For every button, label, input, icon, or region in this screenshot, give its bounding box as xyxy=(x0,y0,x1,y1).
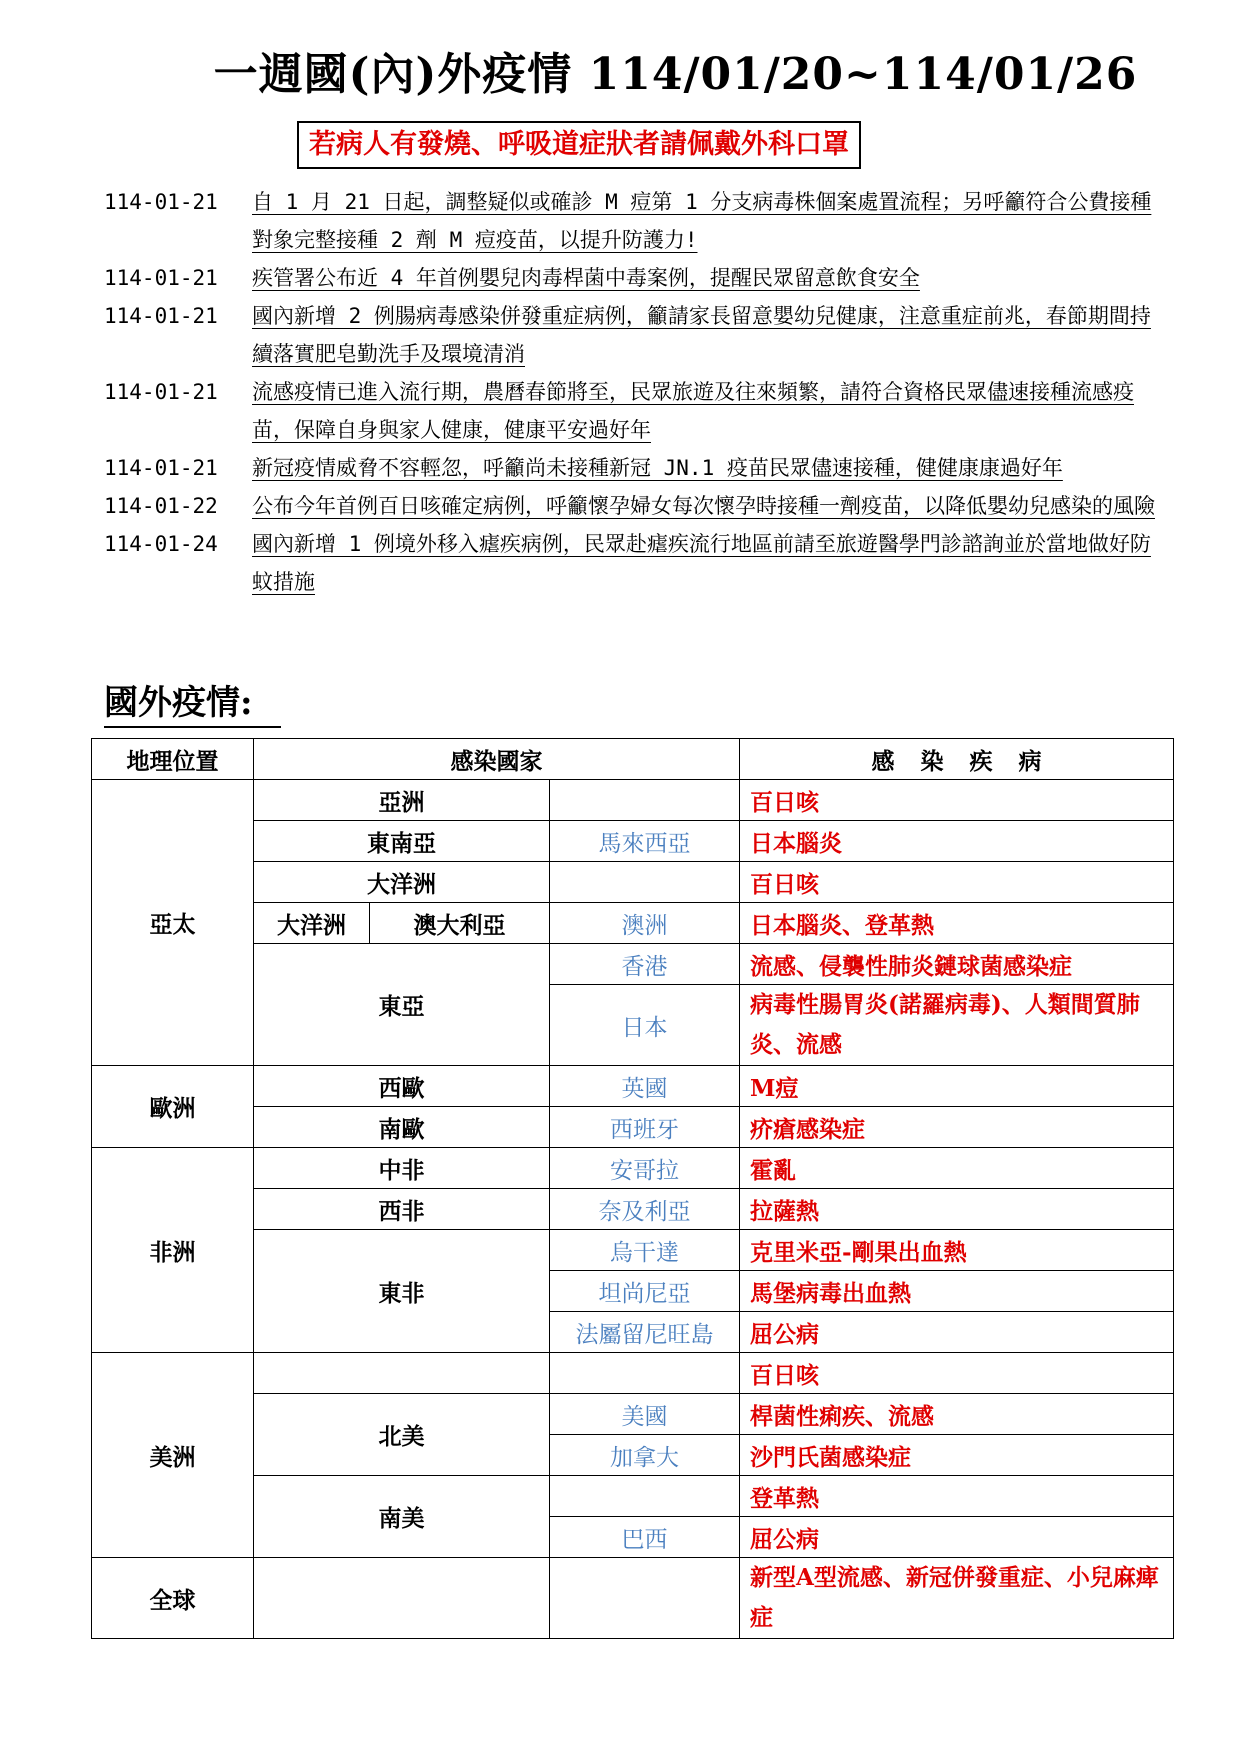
disease-cell: 沙門氏菌感染症 xyxy=(740,1435,1174,1476)
news-text: 國內新增 2 例腸病毒感染併發重症病例，籲請家長留意嬰幼兒健康，注意重症前兆，春節期間持續落實肥皂勤洗手及環境清消 xyxy=(252,304,1151,366)
area-cell: 大洋洲 xyxy=(254,903,370,944)
table-row xyxy=(92,1066,1174,1107)
disease-cell: 桿菌性痢疾、流感 xyxy=(740,1394,1174,1435)
news-item xyxy=(104,449,1164,487)
country-cell xyxy=(550,1558,740,1639)
disease-cell: 克里米亞-剛果出血熱 xyxy=(740,1230,1174,1271)
area-cell: 南美 xyxy=(254,1476,550,1558)
area-cell xyxy=(254,1353,550,1394)
table-row xyxy=(92,821,1174,862)
news-item xyxy=(104,525,1164,601)
area-cell: 東非 xyxy=(254,1230,550,1353)
country-cell xyxy=(550,780,740,821)
country-cell: 西班牙 xyxy=(550,1107,740,1148)
table-row xyxy=(92,1189,1174,1230)
disease-cell: 屈公病 xyxy=(740,1312,1174,1353)
region-africa: 非洲 xyxy=(92,1148,254,1353)
region-asia-pacific: 亞太 xyxy=(92,780,254,1066)
news-text: 公布今年首例百日咳確定病例，呼籲懷孕婦女每次懷孕時接種一劑疫苗，以降低嬰幼兒感染的風險 xyxy=(252,494,1155,518)
news-date: 114-01-21 xyxy=(104,304,218,328)
area-cell: 中非 xyxy=(254,1148,550,1189)
table-row xyxy=(92,944,1174,985)
news-date: 114-01-21 xyxy=(104,266,218,290)
country-cell: 日本 xyxy=(550,985,740,1066)
country-cell: 奈及利亞 xyxy=(550,1189,740,1230)
disease-cell: 屈公病 xyxy=(740,1517,1174,1558)
country-cell xyxy=(550,862,740,903)
table-row xyxy=(92,903,1174,944)
area-cell: 北美 xyxy=(254,1394,550,1476)
table-header-row xyxy=(92,739,1174,780)
region-global: 全球 xyxy=(92,1558,254,1639)
country-cell xyxy=(550,1353,740,1394)
disease-cell: 登革熱 xyxy=(740,1476,1174,1517)
area-cell: 東亞 xyxy=(254,944,550,1066)
news-text: 新冠疫情威脅不容輕忽，呼籲尚未接種新冠 JN.1 疫苗民眾儘速接種，健健康康過好年 xyxy=(252,456,1063,480)
table-row xyxy=(92,1148,1174,1189)
disease-cell: 霍亂 xyxy=(740,1148,1174,1189)
disease-cell: 日本腦炎、登革熱 xyxy=(740,903,1174,944)
news-item xyxy=(104,183,1164,259)
country-cell xyxy=(550,1476,740,1517)
country-cell: 坦尚尼亞 xyxy=(550,1271,740,1312)
table-row xyxy=(92,1107,1174,1148)
news-text: 疾管署公布近 4 年首例嬰兒肉毒桿菌中毒案例，提醒民眾留意飲食安全 xyxy=(252,266,920,290)
disease-cell: 流感、侵襲性肺炎鏈球菌感染症 xyxy=(740,944,1174,985)
news-item xyxy=(104,259,1164,297)
news-text: 流感疫情已進入流行期，農曆春節將至，民眾旅遊及往來頻繁，請符合資格民眾儘速接種流感疫苗，保障自身與家人健康，健康平安過好年 xyxy=(252,380,1134,442)
news-date: 114-01-22 xyxy=(104,494,218,518)
subarea-cell: 澳大利亞 xyxy=(370,903,550,944)
foreign-section-title: 國外疫情: xyxy=(104,680,281,728)
area-cell xyxy=(254,1558,550,1639)
mask-warning: 若病人有發燒、呼吸道症狀者請佩戴外科口罩 xyxy=(297,121,861,169)
news-item xyxy=(104,373,1164,449)
area-cell: 西非 xyxy=(254,1189,550,1230)
header-disease: 感 染 疾 病 xyxy=(740,739,1174,780)
country-cell: 烏干達 xyxy=(550,1230,740,1271)
news-date: 114-01-21 xyxy=(104,456,218,480)
disease-cell: 百日咳 xyxy=(740,1353,1174,1394)
disease-cell: 新型A型流感、新冠併發重症、小兒麻痺症 xyxy=(740,1558,1174,1639)
page-title: 一週國(內)外疫情 114/01/20~114/01/26 xyxy=(213,49,1138,100)
disease-cell: 病毒性腸胃炎(諾羅病毒)、人類間質肺炎、流感 xyxy=(740,985,1174,1066)
country-cell: 馬來西亞 xyxy=(550,821,740,862)
table-row xyxy=(92,780,1174,821)
country-cell: 香港 xyxy=(550,944,740,985)
disease-cell: 拉薩熱 xyxy=(740,1189,1174,1230)
news-item xyxy=(104,487,1164,525)
news-text: 國內新增 1 例境外移入瘧疾病例，民眾赴瘧疾流行地區前請至旅遊醫學門診諮詢並於當地做好防蚊措施 xyxy=(252,532,1151,594)
news-date: 114-01-24 xyxy=(104,532,218,556)
area-cell: 南歐 xyxy=(254,1107,550,1148)
disease-cell: 疥瘡感染症 xyxy=(740,1107,1174,1148)
country-cell: 英國 xyxy=(550,1066,740,1107)
region-europe: 歐洲 xyxy=(92,1066,254,1148)
table-row xyxy=(92,1353,1174,1394)
area-cell: 大洋洲 xyxy=(254,862,550,903)
table-row xyxy=(92,1394,1174,1435)
news-date: 114-01-21 xyxy=(104,380,218,404)
news-item xyxy=(104,297,1164,373)
news-date: 114-01-21 xyxy=(104,190,218,214)
foreign-epidemic-table xyxy=(91,738,1174,1639)
country-cell: 美國 xyxy=(550,1394,740,1435)
domestic-news-list xyxy=(104,183,1164,601)
region-americas: 美洲 xyxy=(92,1353,254,1558)
disease-cell: 百日咳 xyxy=(740,862,1174,903)
area-cell: 東南亞 xyxy=(254,821,550,862)
header-country: 感染國家 xyxy=(254,739,740,780)
country-cell: 安哥拉 xyxy=(550,1148,740,1189)
disease-cell: 日本腦炎 xyxy=(740,821,1174,862)
disease-cell: 百日咳 xyxy=(740,780,1174,821)
table-row xyxy=(92,1476,1174,1517)
country-cell: 巴西 xyxy=(550,1517,740,1558)
disease-cell: M痘 xyxy=(740,1066,1174,1107)
news-text: 自 1 月 21 日起，調整疑似或確診 M 痘第 1 分支病毒株個案處置流程；另呼籲符合公費接種對象完整接種 2 劑 M 痘疫苗，以提升防護力! xyxy=(252,190,1152,252)
country-cell: 加拿大 xyxy=(550,1435,740,1476)
disease-cell: 馬堡病毒出血熱 xyxy=(740,1271,1174,1312)
country-cell: 法屬留尼旺島 xyxy=(550,1312,740,1353)
header-region: 地理位置 xyxy=(92,739,254,780)
area-cell: 西歐 xyxy=(254,1066,550,1107)
table-row xyxy=(92,1230,1174,1271)
area-cell: 亞洲 xyxy=(254,780,550,821)
table-row xyxy=(92,862,1174,903)
country-cell: 澳洲 xyxy=(550,903,740,944)
